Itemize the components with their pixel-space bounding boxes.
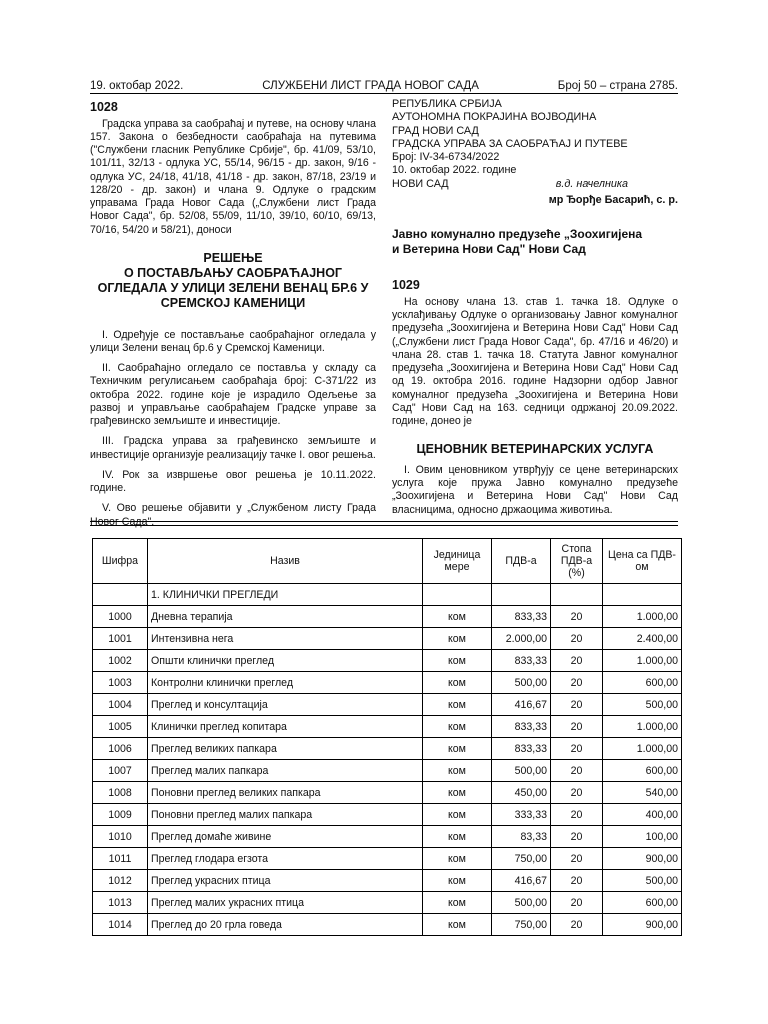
cell-code: 1007 <box>93 760 148 782</box>
table-row <box>93 650 682 672</box>
cell-unit: ком <box>423 848 492 870</box>
cell-unit: ком <box>423 628 492 650</box>
cell-vat-base: 833,33 <box>492 716 551 738</box>
signature-city: НОВИ САД <box>392 177 449 190</box>
cell-code: 1012 <box>93 870 148 892</box>
cell-code: 1008 <box>93 782 148 804</box>
doc1029-entity <box>392 227 678 256</box>
cell-code: 1009 <box>93 804 148 826</box>
cell-code: 1003 <box>93 672 148 694</box>
title-line: РЕШЕЊЕ <box>203 250 263 265</box>
header-date: 19. октобар 2022. <box>90 80 184 92</box>
cell-code: 1011 <box>93 848 148 870</box>
signature-line: 10. октобар 2022. године <box>392 164 517 177</box>
cell-name: Преглед домаће живине <box>148 826 423 848</box>
cell-vat-base: 333,33 <box>492 804 551 826</box>
table-row <box>93 870 682 892</box>
cell-unit: ком <box>423 672 492 694</box>
cell-code: 1013 <box>93 892 148 914</box>
signature-line: АУТОНОМНА ПОКРАЈИНА ВОЈВОДИНА <box>392 111 597 124</box>
cell-rate: 20 <box>551 848 603 870</box>
cell-name: Преглед великих папкара <box>148 738 423 760</box>
table-row <box>93 716 682 738</box>
cell-rate: 20 <box>551 694 603 716</box>
cell-unit: ком <box>423 826 492 848</box>
cell-unit: ком <box>423 892 492 914</box>
table-row <box>93 628 682 650</box>
signature-line: ГРАД НОВИ САД <box>392 124 479 137</box>
cell-vat-base: 500,00 <box>492 892 551 914</box>
header-issue-page: Број 50 – страна 2785. <box>557 80 678 92</box>
header-price: Цена са ПДВ-ом <box>603 539 682 584</box>
cell-price: 1.000,00 <box>603 738 682 760</box>
title-line: ОГЛЕДАЛА У УЛИЦИ ЗЕЛЕНИ ВЕНАЦ БР.6 У <box>97 280 369 295</box>
cell-name: Преглед малих папкара <box>148 760 423 782</box>
header-journal: СЛУЖБЕНИ ЛИСТ ГРАДА НОВОГ САДА <box>262 80 479 92</box>
cell-name: Преглед украсних птица <box>148 870 423 892</box>
cell-unit: ком <box>423 760 492 782</box>
cell-unit: ком <box>423 694 492 716</box>
cell-code: 1000 <box>93 606 148 628</box>
header-name: Назив <box>148 539 423 584</box>
entity-line: и Ветерина Нови Сад" Нови Сад <box>392 241 586 256</box>
cell-code: 1010 <box>93 826 148 848</box>
doc1029-intro: На основу члана 13. став 1. тачка 18. Одлуке о усклађивању Одлуке о организовању Јавног комуналног предузећа „Зоохигијена и Ветерина Нови Сад" Нови Сад („Службени лист Града Новог Сада", бр. 47/16 и 46/20) и члана 28. став 1. тачка 18. Статута Јавног комуналног предузећа „Зоохигијена и Ветерина Нови Сад" Нови Сад од 19. октобра 2016. године Надзорни одбор Јавног комуналног предузећа „Зоохигијена и Ветерина Нови Сад" Нови Сад на 163. седници одржаној 20.09.2022. године, донео је <box>392 296 678 428</box>
cell-rate: 20 <box>551 914 603 936</box>
cell-vat-base: 750,00 <box>492 848 551 870</box>
cell-code: 1004 <box>93 694 148 716</box>
cell-unit: ком <box>423 804 492 826</box>
cell-name: Дневна терапија <box>148 606 423 628</box>
cell-rate: 20 <box>551 892 603 914</box>
signature-city-row <box>392 178 678 191</box>
table-row <box>93 848 682 870</box>
cell-rate: 20 <box>551 738 603 760</box>
doc-number-1029: 1029 <box>392 278 420 293</box>
cell-vat-base: 833,33 <box>492 738 551 760</box>
title-line: О ПОСТАВЉАЊУ САОБРАЋАЈНОГ <box>123 265 343 280</box>
cell-rate: 20 <box>551 672 603 694</box>
table-header-row <box>93 539 682 584</box>
cell-unit: ком <box>423 782 492 804</box>
signature-role: в.д. начелника <box>555 177 628 190</box>
table-row <box>93 606 682 628</box>
page-header <box>90 80 678 94</box>
two-column-body <box>90 98 678 536</box>
cell-name: Поновни преглед малих папкара <box>148 804 423 826</box>
cell-rate: 20 <box>551 782 603 804</box>
table-row <box>93 782 682 804</box>
cell-price: 500,00 <box>603 694 682 716</box>
cell-price: 1.000,00 <box>603 716 682 738</box>
cell-price: 1.000,00 <box>603 606 682 628</box>
cell-code: 1001 <box>93 628 148 650</box>
doc1028-title <box>90 251 376 311</box>
cell-vat-base: 450,00 <box>492 782 551 804</box>
table-row <box>93 892 682 914</box>
cell-name: Поновни преглед великих папкара <box>148 782 423 804</box>
cell-code: 1005 <box>93 716 148 738</box>
cell-name: Контролни клинички преглед <box>148 672 423 694</box>
table-row <box>93 760 682 782</box>
cell-name: Преглед малих украсних птица <box>148 892 423 914</box>
signature-name: мр Ђорђе Басарић, с. р. <box>548 193 678 206</box>
doc1028-paragraph-1: I. Одређује се постављање саобраћајног огледала у улици Зелени венац бр.6 у Сремској Каменици. <box>90 328 376 354</box>
table-row <box>93 672 682 694</box>
cell-code: 1006 <box>93 738 148 760</box>
header-rate: Стопа ПДВ-а (%) <box>551 539 603 584</box>
cell-price: 900,00 <box>603 848 682 870</box>
cell-vat-base: 416,67 <box>492 694 551 716</box>
cell-vat-base: 833,33 <box>492 650 551 672</box>
cell-vat-base: 83,33 <box>492 826 551 848</box>
price-table <box>92 538 682 936</box>
entity-line: Јавно комунално предузеће „Зоохигијена <box>392 227 643 242</box>
cell-price: 500,00 <box>603 870 682 892</box>
cell-price: 600,00 <box>603 672 682 694</box>
cell-vat-base: 2.000,00 <box>492 628 551 650</box>
cell-name: Интензивна нега <box>148 628 423 650</box>
cell-vat-base: 500,00 <box>492 760 551 782</box>
gazette-page <box>90 80 678 536</box>
cell-price: 900,00 <box>603 914 682 936</box>
header-code: Шифра <box>93 539 148 584</box>
cell-code: 1014 <box>93 914 148 936</box>
cell-rate: 20 <box>551 826 603 848</box>
cell-name: Општи клинички преглед <box>148 650 423 672</box>
doc1028-paragraph-2: II. Саобраћајно огледало се поставља у складу са Техничким регулисањем саобраћаја број: С-371/22 из октобра 2022. године које је израдило Одељење за развој и управљање саобраћајем Градске управе за грађевинско земљиште и инвестиције. <box>90 362 376 428</box>
signature-line: ГРАДСКА УПРАВА ЗА САОБРАЋАЈ И ПУТЕВЕ <box>392 137 628 150</box>
doc1029-title: ЦЕНОВНИК ВЕТЕРИНАРСКИХ УСЛУГА <box>416 442 654 457</box>
cell-vat-base: 416,67 <box>492 870 551 892</box>
cell-price: 1.000,00 <box>603 650 682 672</box>
cell-code: 1002 <box>93 650 148 672</box>
cell-name: Клинички преглед копитара <box>148 716 423 738</box>
doc1028-paragraph-4: IV. Рок за извршење овог решења је 10.11.2022. године. <box>90 468 376 495</box>
table-row <box>93 826 682 848</box>
cell-vat-base: 750,00 <box>492 914 551 936</box>
section-row <box>93 584 682 606</box>
section-divider <box>90 521 678 526</box>
doc1028-paragraph-3: III. Градска управа за грађевинско земљиште и инвестиције организује реализацију тачке I. овог решења. <box>90 435 376 461</box>
cell-price: 100,00 <box>603 826 682 848</box>
doc-number-1028: 1028 <box>90 100 118 114</box>
header-unit: Јединица мере <box>423 539 492 584</box>
cell-name: Преглед до 20 грла говеда <box>148 914 423 936</box>
doc1028-paragraph-5: V. Ово решење објавити у „Службеном листу Града Новог Сада". <box>90 502 376 528</box>
cell-name: Преглед глодара егзота <box>148 848 423 870</box>
cell-unit: ком <box>423 914 492 936</box>
section-label: 1. КЛИНИЧКИ ПРЕГЛЕДИ <box>148 584 423 606</box>
cell-vat-base: 833,33 <box>492 606 551 628</box>
cell-rate: 20 <box>551 650 603 672</box>
cell-price: 600,00 <box>603 760 682 782</box>
cell-unit: ком <box>423 738 492 760</box>
table-row <box>93 804 682 826</box>
cell-unit: ком <box>423 716 492 738</box>
cell-price: 400,00 <box>603 804 682 826</box>
cell-unit: ком <box>423 870 492 892</box>
table-row <box>93 694 682 716</box>
cell-vat-base: 500,00 <box>492 672 551 694</box>
cell-unit: ком <box>423 650 492 672</box>
table-row <box>93 914 682 936</box>
cell-rate: 20 <box>551 760 603 782</box>
cell-name: Преглед и консултација <box>148 694 423 716</box>
doc1028-intro: Градска управа за саобраћај и путеве, на основу члана 157. Закона о безбедности саобраћаја на путевима ("Службени гласник Републике Србије", бр. 41/09, 53/10, 101/11, 32/13 - одлука УС, 55/14, 96/15 - др. закон, 9/16 - одлука УС, 24/18, 41/18, 41/18 - др. закон, 87/18, 23/19 и 128/20 - др. закон) и члана 9. Одлуке о градским управама Града Новог Сада („Службени лист Града Новог Сада", бр. 52/08, 55/09, 11/10, 39/10, 60/10, 69/13, 70/16, 54/20 и 58/21), доноси <box>90 117 376 236</box>
signature-line: РЕПУБЛИКА СРБИЈА <box>392 98 502 110</box>
cell-rate: 20 <box>551 804 603 826</box>
cell-price: 540,00 <box>603 782 682 804</box>
cell-rate: 20 <box>551 716 603 738</box>
left-column <box>90 98 376 536</box>
signature-block <box>392 98 678 207</box>
doc1029-paragraph: I. Овим ценовником утврђују се цене ветеринарских услуга које пружа Јавно комунално предузеће „Зоохигијена и Ветерина Нови Сад" Нови Сад власницима, односно држаоцима животиња. <box>392 463 678 516</box>
header-vat-base: ПДВ-а <box>492 539 551 584</box>
right-column <box>392 98 678 536</box>
cell-rate: 20 <box>551 628 603 650</box>
title-line: СРЕМСКОЈ КАМЕНИЦИ <box>160 295 306 310</box>
signature-line: Број: IV-34-6734/2022 <box>392 151 500 164</box>
table-row <box>93 738 682 760</box>
cell-price: 2.400,00 <box>603 628 682 650</box>
cell-rate: 20 <box>551 606 603 628</box>
cell-unit: ком <box>423 606 492 628</box>
cell-rate: 20 <box>551 870 603 892</box>
cell-price: 600,00 <box>603 892 682 914</box>
